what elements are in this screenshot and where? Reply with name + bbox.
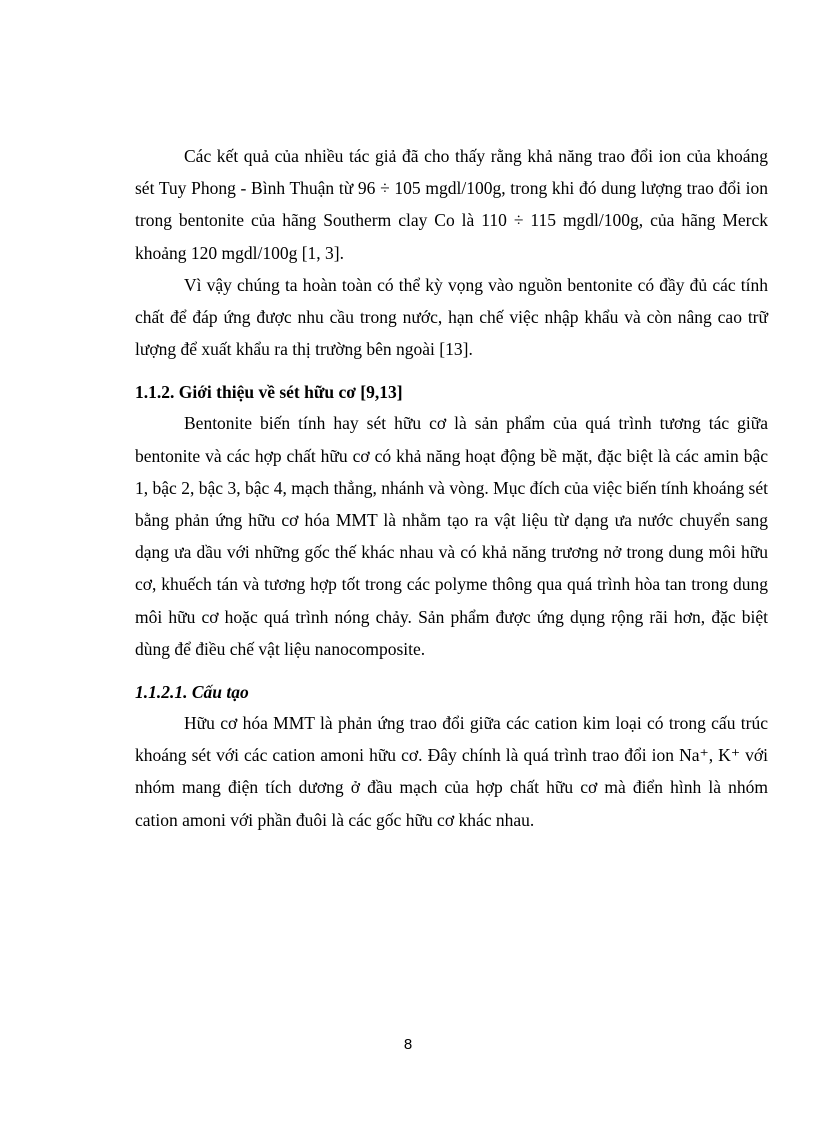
section-heading: 1.1.2. Giới thiệu về sét hữu cơ [9,13]	[135, 382, 403, 403]
body-paragraph: Các kết quả của nhiều tác giả đã cho thấy rằng khả năng trao đổi ion của khoáng sét Tuy Phong - Bình Thuận từ 96 ÷ 105 mgdl/100g, trong khi đó dung lượng trao đổi ion trong bentonite của hãng Southerm clay Co là 110 ÷ 115 mgdl/100g, của hãng Merck khoảng 120 mgdl/100g [1, 3].	[135, 146, 768, 263]
page-number: 8	[403, 1036, 413, 1053]
body-paragraph: Bentonite biến tính hay sét hữu cơ là sản phẩm của quá trình tương tác giữa bentonite và các hợp chất hữu cơ có khả năng hoạt động bề mặt, đặc biệt là các amin bậc 1, bậc 2, bậc 3, bậc 4, mạch thẳng, nhánh và vòng. Mục đích của việc biến tính khoáng sét bằng phản ứng hữu cơ hóa MMT là nhằm tạo ra vật liệu từ dạng ưa nước chuyển sang dạng ưa dầu với những gốc thế khác nhau và có khả năng trương nở trong dung môi hữu cơ, khuếch tán và tương hợp tốt trong các polyme thông qua quá trình hòa tan trong dung môi hữu cơ hoặc quá trình nóng chảy. Sản phẩm được ứng dụng rộng rãi hơn, đặc biệt dùng để điều chế vật liệu nanocomposite.	[135, 413, 768, 659]
body-paragraph: Hữu cơ hóa MMT là phản ứng trao đổi giữa các cation kim loại có trong cấu trúc khoáng sét với các cation amoni hữu cơ. Đây chính là quá trình trao đổi ion Na⁺, K⁺ với nhóm mang điện tích dương ở đầu mạch của hợp chất hữu cơ mà điển hình là nhóm cation amoni với phần đuôi là các gốc hữu cơ khác nhau.	[135, 713, 768, 830]
body-paragraph: Vì vậy chúng ta hoàn toàn có thể kỳ vọng vào nguồn bentonite có đầy đủ các tính chất để đáp ứng được nhu cầu trong nước, hạn chế việc nhập khẩu và còn nâng cao trữ lượng để xuất khẩu ra thị trường bên ngoài [13].	[135, 274, 768, 360]
document-page	[135, 140, 768, 836]
subsection-heading: 1.1.2.1. Cấu tạo	[135, 682, 249, 703]
spacer	[135, 365, 768, 377]
spacer	[135, 665, 768, 677]
